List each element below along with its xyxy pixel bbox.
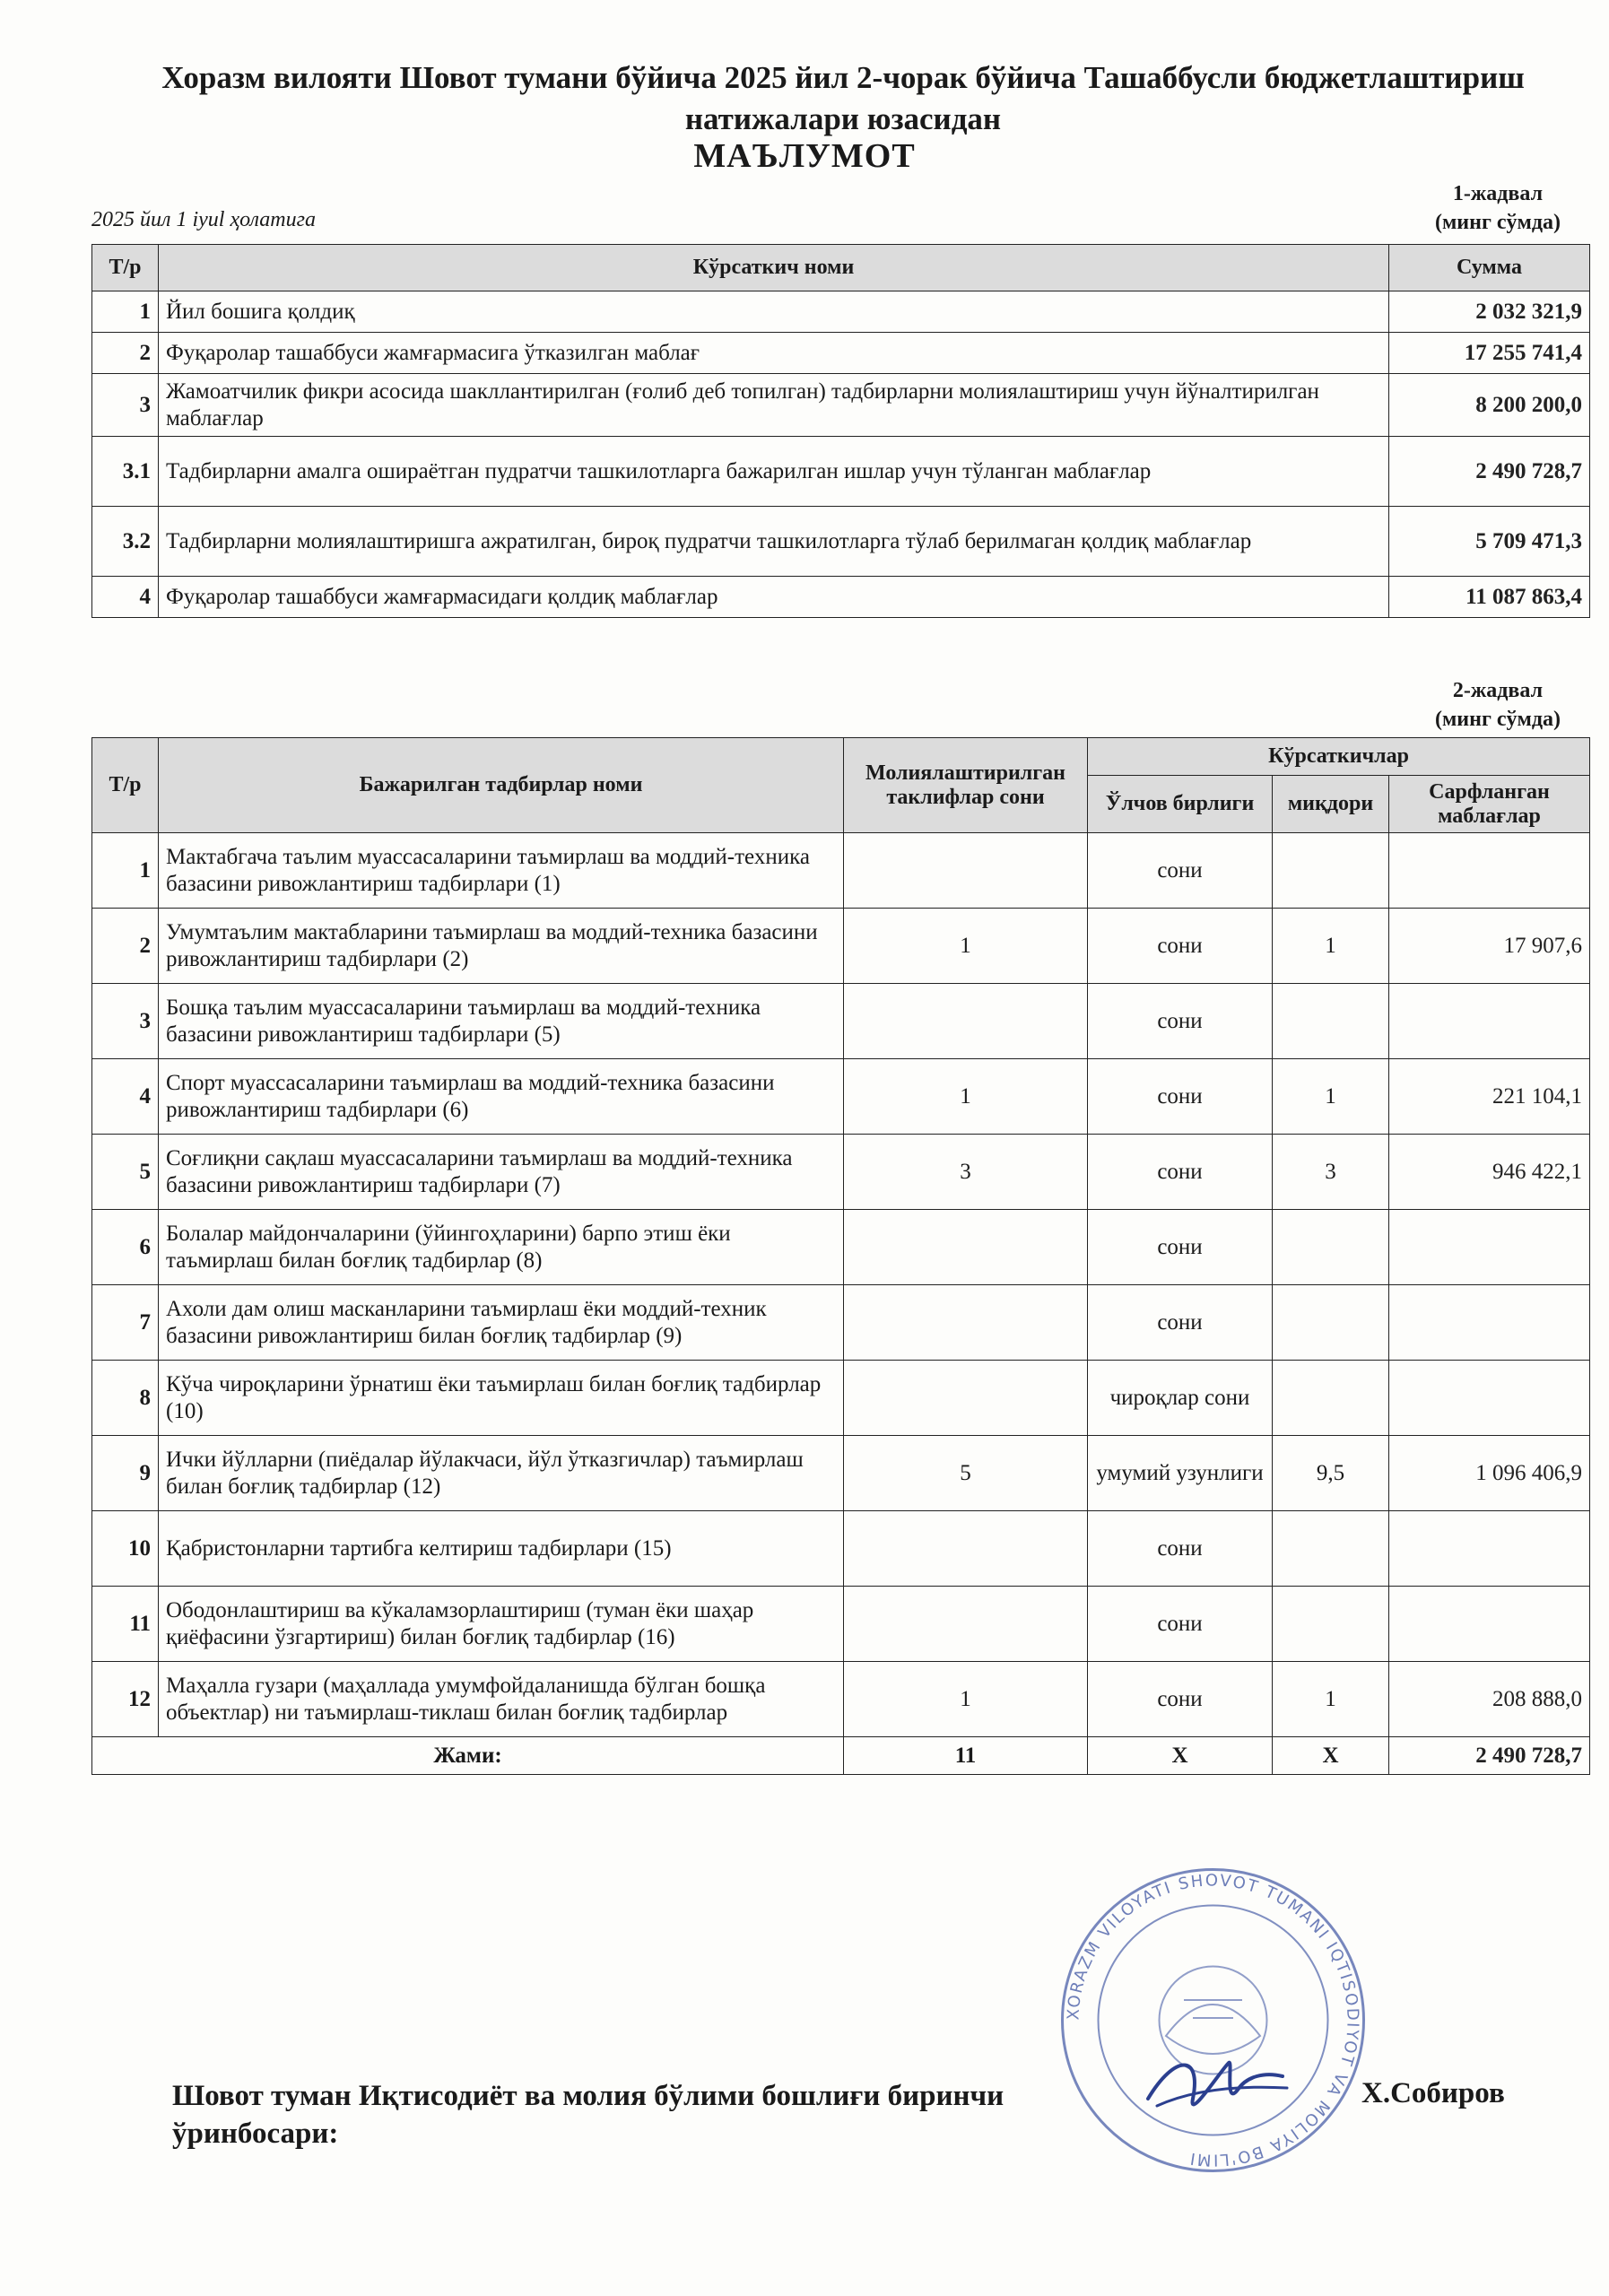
t2-row-spent	[1389, 1285, 1590, 1361]
t2-row-qty	[1273, 1210, 1389, 1285]
t2-row-count	[844, 1285, 1088, 1361]
t2-row-qty	[1273, 984, 1389, 1059]
t2-row-name: Кўча чироқларини ўрнатиш ёки таъмирлаш билан боғлиқ тадбирлар (10)	[159, 1361, 844, 1436]
t2-row-qty: 3	[1273, 1135, 1389, 1210]
t2-row-spent: 1 096 406,9	[1389, 1436, 1590, 1511]
table2-unit: (минг сўмда)	[1434, 708, 1561, 731]
t2-row-qty	[1273, 1511, 1389, 1587]
total-row	[92, 1737, 1590, 1775]
t2-row-spent	[1389, 984, 1590, 1059]
t2-row-spent	[1389, 1210, 1590, 1285]
t2-row-no: 5	[92, 1135, 159, 1210]
stamp-text: XORAZM VILOYATI SHOVOT TUMANI IQTISODIYOT VA MOLIYA BO'LIMI	[1064, 1871, 1362, 2170]
t2-row-qty: 1	[1273, 909, 1389, 984]
t2-header-qty: миқдори	[1273, 776, 1389, 833]
t2-row-no: 11	[92, 1587, 159, 1662]
t1-row-sum: 2 032 321,9	[1389, 291, 1590, 333]
t2-row-spent	[1389, 1587, 1590, 1662]
t2-row-unit: сони	[1088, 909, 1273, 984]
t1-row-no: 2	[92, 333, 159, 374]
t2-row-count: 3	[844, 1135, 1088, 1210]
total-label: Жами:	[92, 1737, 844, 1775]
t2-row-count: 5	[844, 1436, 1088, 1511]
t2-row-no: 10	[92, 1511, 159, 1587]
table-row	[92, 1361, 1590, 1436]
table-row	[92, 1436, 1590, 1511]
t2-row-no: 8	[92, 1361, 159, 1436]
table1-label	[1435, 179, 1561, 237]
t1-row-no: 4	[92, 577, 159, 618]
total-spent: 2 490 728,7	[1389, 1737, 1590, 1775]
as-of-date: 2025 йил 1 iyul ҳолатига	[91, 208, 316, 231]
t2-row-unit: чироқлар сони	[1088, 1361, 1273, 1436]
table-row	[92, 374, 1590, 437]
t2-row-no: 4	[92, 1059, 159, 1135]
table-row	[92, 1587, 1590, 1662]
t2-row-count: 1	[844, 909, 1088, 984]
t2-row-no: 1	[92, 833, 159, 909]
table1-number: 1-жадвал	[1452, 182, 1544, 205]
t2-row-count	[844, 984, 1088, 1059]
t1-header-no: Т/р	[92, 245, 159, 291]
t1-row-name: Тадбирларни молиялаштиришга ажратилган, бироқ пудратчи ташкилотларга тўлаб берилмаган қолдиқ маблағлар	[159, 507, 1389, 577]
t2-row-spent: 208 888,0	[1389, 1662, 1590, 1737]
t2-row-spent: 17 907,6	[1389, 909, 1590, 984]
table-row	[92, 1210, 1590, 1285]
total-unit: X	[1088, 1737, 1273, 1775]
t2-row-count	[844, 1210, 1088, 1285]
t2-row-qty	[1273, 833, 1389, 909]
t2-row-spent: 946 422,1	[1389, 1135, 1590, 1210]
table-row	[92, 1135, 1590, 1210]
t2-row-spent	[1389, 1511, 1590, 1587]
t2-row-no: 6	[92, 1210, 159, 1285]
t2-row-qty: 1	[1273, 1662, 1389, 1737]
t1-row-sum: 17 255 741,4	[1389, 333, 1590, 374]
t2-row-name: Маҳалла гузари (маҳаллада умумфойдаланишда бўлган бошқа объектлар) ни таъмирлаш-тиклаш билан боғлиқ тадбирлар	[159, 1662, 844, 1737]
indicators-table	[91, 244, 1590, 618]
t2-row-spent	[1389, 1361, 1590, 1436]
t2-row-count: 1	[844, 1059, 1088, 1135]
t2-row-name: Спорт муассасаларини таъмирлаш ва моддий-техника базасини ривожлантириш тадбирлари (6)	[159, 1059, 844, 1135]
signature	[1139, 2036, 1292, 2135]
t2-row-no: 2	[92, 909, 159, 984]
document-title: Хоразм вилояти Шовот тумани бўйича 2025 йил 2-чорак бўйича Ташаббусли бюджетлаштириш натижалари юзасидан	[161, 60, 1525, 136]
t1-row-no: 1	[92, 291, 159, 333]
t1-row-sum: 11 087 863,4	[1389, 577, 1590, 618]
t2-header-name: Бажарилган тадбирлар номи	[159, 738, 844, 833]
t2-row-count: 1	[844, 1662, 1088, 1737]
t1-row-name: Фуқаролар ташаббуси жамғармасидаги қолдиқ маблағлар	[159, 577, 1389, 618]
t2-row-name: Ахоли дам олиш масканларини таъмирлаш ёки моддий-техник базасини ривожлантириш билан боғлиқ тадбирлар (9)	[159, 1285, 844, 1361]
t2-row-qty: 9,5	[1273, 1436, 1389, 1511]
t1-header-sum: Сумма	[1389, 245, 1590, 291]
t2-row-no: 3	[92, 984, 159, 1059]
t2-header-spent: Сарфланган маблағлар	[1389, 776, 1590, 833]
t2-row-count	[844, 833, 1088, 909]
table-row	[92, 1662, 1590, 1737]
t2-row-qty: 1	[1273, 1059, 1389, 1135]
table-row	[92, 1511, 1590, 1587]
t2-row-unit: сони	[1088, 833, 1273, 909]
t1-row-no: 3.2	[92, 507, 159, 577]
table-row	[92, 333, 1590, 374]
table-row	[92, 1285, 1590, 1361]
t2-row-qty	[1273, 1587, 1389, 1662]
t1-row-no: 3.1	[92, 437, 159, 507]
t2-row-name: Соғлиқни сақлаш муассасаларини таъмирлаш ва моддий-техника базасини ривожлантириш тадбирлари (7)	[159, 1135, 844, 1210]
t2-row-count	[844, 1587, 1088, 1662]
t2-header-count: Молиялаштирилган таклифлар сони	[844, 738, 1088, 833]
t1-row-sum: 8 200 200,0	[1389, 374, 1590, 437]
t2-row-unit: сони	[1088, 1511, 1273, 1587]
t1-row-name: Фуқаролар ташаббуси жамғармасига ўтказилган маблағ	[159, 333, 1389, 374]
t2-row-unit: сони	[1088, 1210, 1273, 1285]
table-row	[92, 437, 1590, 507]
t2-header-no: Т/р	[92, 738, 159, 833]
t2-row-count	[844, 1361, 1088, 1436]
t2-row-no: 12	[92, 1662, 159, 1737]
total-qty: X	[1273, 1737, 1389, 1775]
t2-row-unit: сони	[1088, 1285, 1273, 1361]
t2-row-unit: сони	[1088, 1662, 1273, 1737]
t1-row-sum: 5 709 471,3	[1389, 507, 1590, 577]
table-row	[92, 833, 1590, 909]
t2-row-unit: сони	[1088, 1587, 1273, 1662]
t2-row-unit: сони	[1088, 1135, 1273, 1210]
t1-row-no: 3	[92, 374, 159, 437]
t2-row-unit: умумий узунлиги	[1088, 1436, 1273, 1511]
t2-row-qty	[1273, 1361, 1389, 1436]
t2-row-unit: сони	[1088, 984, 1273, 1059]
t2-header-group: Кўрсаткичлар	[1088, 738, 1590, 776]
signer-name: Х.Собиров	[1361, 2077, 1505, 2109]
table-row	[92, 507, 1590, 577]
t1-row-sum: 2 490 728,7	[1389, 437, 1590, 507]
t2-row-qty	[1273, 1285, 1389, 1361]
t2-row-name: Қабристонларни тартибга келтириш тадбирлари (15)	[159, 1511, 844, 1587]
table2-label	[1435, 676, 1561, 734]
document-heading: МАЪЛУМОТ	[693, 137, 916, 175]
table2-number: 2-жадвал	[1452, 679, 1544, 702]
t2-row-no: 9	[92, 1436, 159, 1511]
t2-row-name: Мактабгача таълим муассасаларини таъмирлаш ва моддий-техника базасини ривожлантириш тадбирлари (1)	[159, 833, 844, 909]
t2-row-name: Бошқа таълим муассасаларини таъмирлаш ва моддий-техника базасини ривожлантириш тадбирлари (5)	[159, 984, 844, 1059]
t1-row-name: Тадбирларни амалга ошираётган пудратчи ташкилотларга бажарилган ишлар учун тўланган маблағлар	[159, 437, 1389, 507]
t2-row-name: Ички йўлларни (пиёдалар йўлакчаси, йўл ўтказгичлар) таъмирлаш билан боғлиқ тадбирлар (12)	[159, 1436, 844, 1511]
t1-header-name: Кўрсаткич номи	[159, 245, 1389, 291]
signer-position: Шовот туман Иқтисодиёт ва молия бўлими бошлиғи биринчи ўринбосари:	[172, 2080, 1005, 2150]
activities-table	[91, 737, 1590, 1775]
t2-header-unit: Ўлчов бирлиги	[1088, 776, 1273, 833]
t2-row-spent	[1389, 833, 1590, 909]
t2-row-unit: сони	[1088, 1059, 1273, 1135]
t2-row-spent: 221 104,1	[1389, 1059, 1590, 1135]
t1-row-name: Жамоатчилик фикри асосида шакллантирилган (ғолиб деб топилган) тадбирларни молиялаштириш учун йўналтирилган маблағлар	[159, 374, 1389, 437]
t1-row-name: Йил бошига қолдиқ	[159, 291, 1389, 333]
table-row	[92, 1059, 1590, 1135]
table-row	[92, 291, 1590, 333]
total-count: 11	[844, 1737, 1088, 1775]
t2-row-name: Умумтаълим мактабларини таъмирлаш ва моддий-техника базасини ривожлантириш тадбирлари (2)	[159, 909, 844, 984]
table-row	[92, 909, 1590, 984]
t2-row-count	[844, 1511, 1088, 1587]
t2-row-no: 7	[92, 1285, 159, 1361]
table-row	[92, 577, 1590, 618]
t2-row-name: Ободонлаштириш ва кўкаламзорлаштириш (туман ёки шаҳар қиёфасини ўзгартириш) билан боғлиқ тадбирлар (16)	[159, 1587, 844, 1662]
t2-row-name: Болалар майдончаларини (ўйингоҳларини) барпо этиш ёки таъмирлаш билан боғлиқ тадбирлар (8)	[159, 1210, 844, 1285]
table1-unit: (минг сўмда)	[1434, 211, 1561, 234]
table-row	[92, 984, 1590, 1059]
